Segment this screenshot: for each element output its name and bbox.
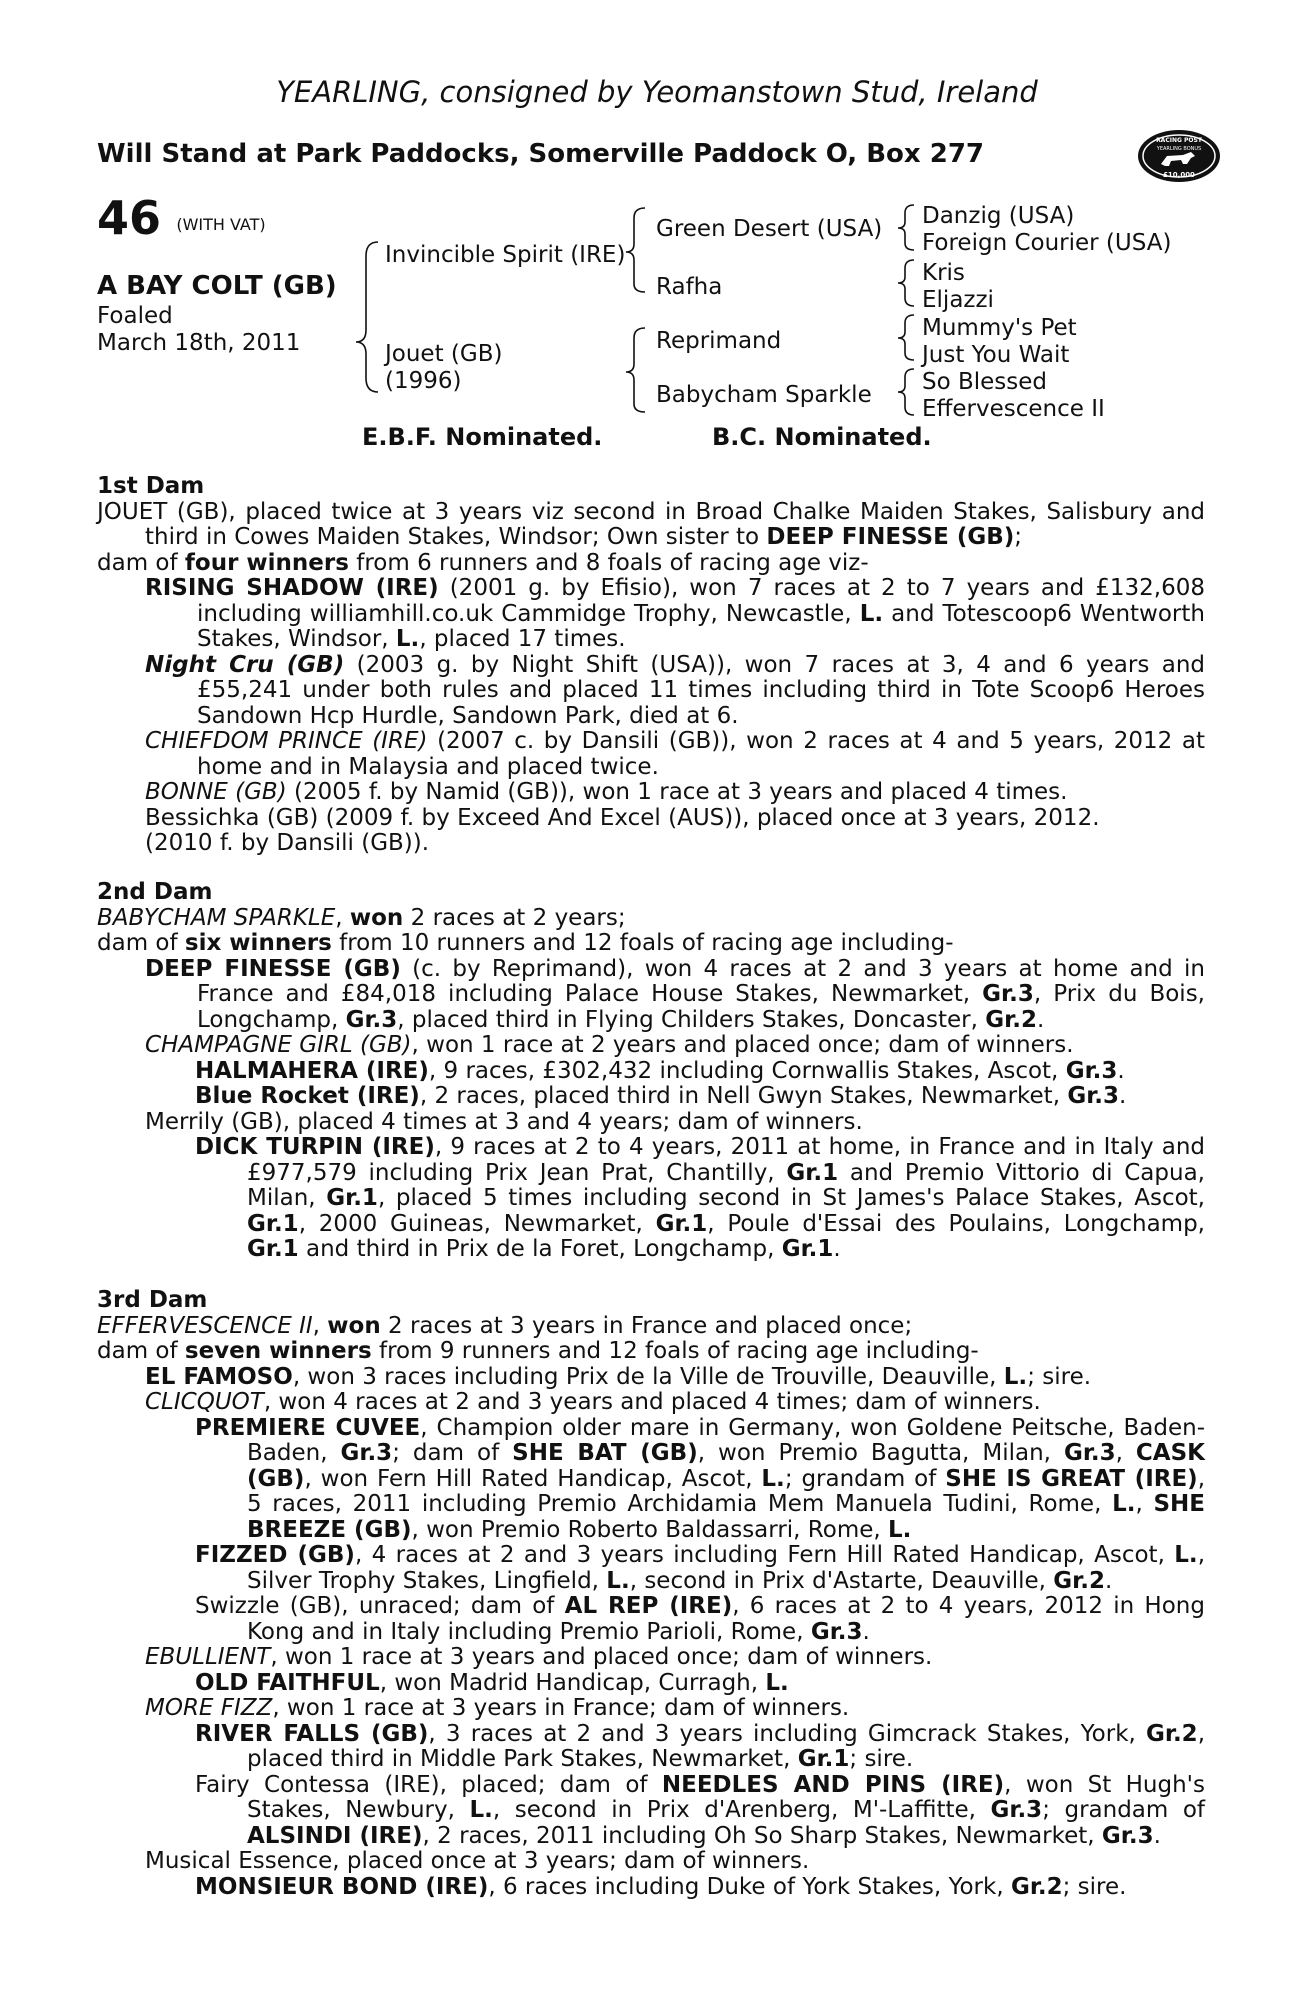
pedigree-dam: Jouet (GB) [385, 341, 503, 367]
brace-dam [626, 328, 645, 412]
first-dam-heading: 1st Dam [97, 473, 205, 499]
lot-vat: (WITH VAT) [176, 215, 266, 234]
grand-produce-swizzle: Swizzle (GB), unraced; dam of AL REP (IRE), 6 races at 2 to 4 years, 2012 in Hong Kong and in Italy including Premio Parioli, Rome, Gr.3. [195, 1593, 1205, 1645]
second-dam-summary: BABYCHAM SPARKLE, won 2 races at 2 years; [97, 904, 626, 931]
produce-el-famoso: EL FAMOSO, won 3 races including Prix de la Ville de Trouville, Deauville, L.; sire. [145, 1363, 1092, 1390]
yearling-headline: YEARLING, consigned by Yeomanstown Stud, Ireland [276, 75, 1038, 109]
grand-produce-blue-rocket: Blue Rocket (IRE), 2 races, placed third in Nell Gwyn Stakes, Newmarket, Gr.3. [195, 1083, 1127, 1109]
grand-produce-old-faithful: OLD FAITHFUL, won Madrid Handicap, Curragh, L. [195, 1669, 789, 1696]
produce-musical-essence: Musical Essence, placed once at 3 years; dam of winners. [145, 1848, 810, 1874]
third-dam-section [97, 1288, 1205, 1900]
pedigree-sire-sire: Green Desert (USA) [656, 216, 883, 242]
produce-ebullient: EBULLIENT, won 1 race at 3 years and placed once; dam of winners. [145, 1644, 933, 1670]
produce-rising-shadow: RISING SHADOW (IRE) (2001 g. by Efisio), won 7 races at 2 to 7 years and £132,608 including williamhill.co.uk Cammidge Trophy, Newcastle, L. and Totescoop6 Wentworth Stakes, Windsor, L., placed 17 times. [145, 575, 1205, 652]
pedigree-gen3-6: Just You Wait [922, 342, 1070, 368]
pedigree-gen3-4: Eljazzi [922, 287, 994, 313]
produce-merrily: Merrily (GB), placed 4 times at 3 and 4 years; dam of winners. [145, 1108, 863, 1135]
first-dam-section [97, 474, 1205, 857]
produce-clicquot: CLICQUOT, won 4 races at 2 and 3 years and placed 4 times; dam of winners. [145, 1389, 1041, 1415]
second-dam-section [97, 880, 1205, 1263]
pedigree-gen3-5: Mummy's Pet [922, 315, 1077, 341]
brace-main [356, 242, 378, 392]
brace-sire [626, 208, 645, 292]
grand-produce-fizzed: FIZZED (GB), 4 races at 2 and 3 years including Fern Hill Rated Handicap, Ascot, L., Silver Trophy Stakes, Lingfield, L., second in Prix d'Astarte, Deauville, Gr.2. [195, 1542, 1205, 1594]
lot-title: A BAY COLT (GB) [97, 271, 337, 301]
brace-gen3-3 [898, 315, 914, 360]
pedigree-gen3-3: Kris [922, 260, 965, 286]
badge-line-3: £10,000 [1163, 171, 1195, 179]
brace-gen3-4 [898, 369, 914, 415]
badge-line-1: RACING POST [1156, 137, 1202, 144]
produce-chiefdom-prince: CHIEFDOM PRINCE (IRE) (2007 c. by Dansili (GB)), won 2 races at 4 and 5 years, 2012 at home and in Malaysia and placed twice. [145, 728, 1206, 780]
third-dam-summary: EFFERVESCENCE II, won 2 races at 3 years in France and placed once; [97, 1312, 913, 1339]
brace-gen3-2 [898, 260, 914, 306]
grand-produce-fairy-contessa: Fairy Contessa (IRE), placed; dam of NEEDLES AND PINS (IRE), won St Hugh's Stakes, Newbury, L., second in Prix d'Arenberg, M'-Laffitte, Gr.3; grandam of ALSINDI (IRE), 2 races, 2011 including Oh So Sharp Stakes, Newmarket, Gr.3. [195, 1771, 1206, 1849]
produce-champagne-girl: CHAMPAGNE GIRL (GB), won 1 race at 2 years and placed once; dam of winners. [145, 1032, 1074, 1058]
produce-bessichka: Bessichka (GB) (2009 f. by Exceed And Excel (AUS)), placed once at 3 years, 2012. [145, 804, 1100, 831]
first-dam-summary: JOUET (GB), placed twice at 3 years viz second in Broad Chalke Maiden Stakes, Salisbury and third in Cowes Maiden Stakes, Windsor; Own sister to DEEP FINESSE (GB); [97, 498, 1205, 550]
bc-nominated: B.C. Nominated. [712, 423, 932, 451]
produce-bonne: BONNE (GB) (2005 f. by Namid (GB)), won 1 race at 3 years and placed 4 times. [145, 779, 1068, 805]
foaled-date: March 18th, 2011 [97, 330, 301, 356]
grand-produce-premiere-cuvee: PREMIERE CUVEE, Champion older mare in Germany, won Goldene Peitsche, Baden-Baden, Gr.3; dam of SHE BAT (GB), won Premio Bagutta, Milan, Gr.3, CASK (GB), won Fern Hill Rated Handicap, Ascot, L.; grandam of SHE IS GREAT (IRE), 5 races, 2011 including Premio Archidamia Mem Manuela Tudini, Rome, L., SHE BREEZE (GB), won Premio Roberto Baldassarri, Rome, L. [195, 1414, 1205, 1543]
produce-night-cru: Night Cru (GB) (2003 g. by Night Shift (USA)), won 7 races at 3, 4 and 6 years and £55,241 under both rules and placed 11 times including third in Tote Scoop6 Heroes Sandown Hcp Hurdle, Sandown Park, died at 6. [145, 651, 1205, 729]
third-dam-heading: 3rd Dam [97, 1287, 208, 1313]
produce-deep-finesse: DEEP FINESSE (GB) (c. by Reprimand), won 4 races at 2 and 3 years at home and in France and £84,018 including Palace House Stakes, Newmarket, Gr.3, Prix du Bois, Longchamp, Gr.3, placed third in Flying Childers Stakes, Doncaster, Gr.2. [145, 955, 1206, 1033]
third-dam-produce-intro: dam of seven winners from 9 runners and 12 foals of racing age including- [97, 1338, 979, 1364]
pedigree-gen3-7: So Blessed [922, 369, 1048, 395]
pedigree-gen3-8: Effervescence II [922, 396, 1105, 422]
grand-produce-halmahera: HALMAHERA (IRE), 9 races, £302,432 including Cornwallis Stakes, Ascot, Gr.3. [195, 1057, 1125, 1084]
grand-produce-monsieur-bond: MONSIEUR BOND (IRE), 6 races including Duke of York Stakes, York, Gr.2; sire. [195, 1873, 1127, 1900]
second-dam-produce-intro: dam of six winners from 10 runners and 12 foals of racing age including- [97, 930, 954, 956]
grand-produce-river-falls: RIVER FALLS (GB), 3 races at 2 and 3 years including Gimcrack Stakes, York, Gr.2, placed third in Middle Park Stakes, Newmarket, Gr.1; sire. [195, 1720, 1205, 1772]
first-dam-produce-intro: dam of four winners from 6 runners and 8 foals of racing age viz- [97, 549, 869, 576]
second-dam-heading: 2nd Dam [97, 879, 213, 905]
badge-line-2: YEARLING BONUS [1156, 146, 1202, 152]
stand-location: Will Stand at Park Paddocks, Somerville Paddock O, Box 277 [97, 139, 985, 169]
grand-produce-dick-turpin: DICK TURPIN (IRE), 9 races at 2 to 4 years, 2011 at home, in France and in Italy and £977,579 including Prix Jean Prat, Chantilly, Gr.1 and Premio Vittorio di Capua, Milan, Gr.1, placed 5 times including second in St James's Palace Stakes, Ascot, Gr.1, 2000 Guineas, Newmarket, Gr.1, Poule d'Essai des Poulains, Longchamp, Gr.1 and third in Prix de la Foret, Longchamp, Gr.1. [195, 1134, 1206, 1262]
pedigree-dam-sire: Reprimand [656, 328, 782, 354]
pedigree-gen3-2: Foreign Courier (USA) [922, 230, 1172, 256]
pedigree-sire-dam: Rafha [656, 274, 723, 300]
produce-more-fizz: MORE FIZZ, won 1 race at 3 years in France; dam of winners. [145, 1695, 850, 1721]
produce-2010-filly: (2010 f. by Dansili (GB)). [145, 830, 430, 856]
brace-gen3-1 [898, 205, 914, 250]
ebf-nominated: E.B.F. Nominated. [362, 423, 603, 451]
pedigree-dam-dam: Babycham Sparkle [656, 382, 872, 408]
pedigree-sire: Invincible Spirit (IRE) [385, 242, 626, 268]
pedigree-gen3-1: Danzig (USA) [922, 203, 1075, 229]
pedigree-dam-year: (1996) [385, 368, 462, 394]
lot-number: 46 [97, 191, 162, 245]
foaled-label: Foaled [97, 303, 173, 329]
